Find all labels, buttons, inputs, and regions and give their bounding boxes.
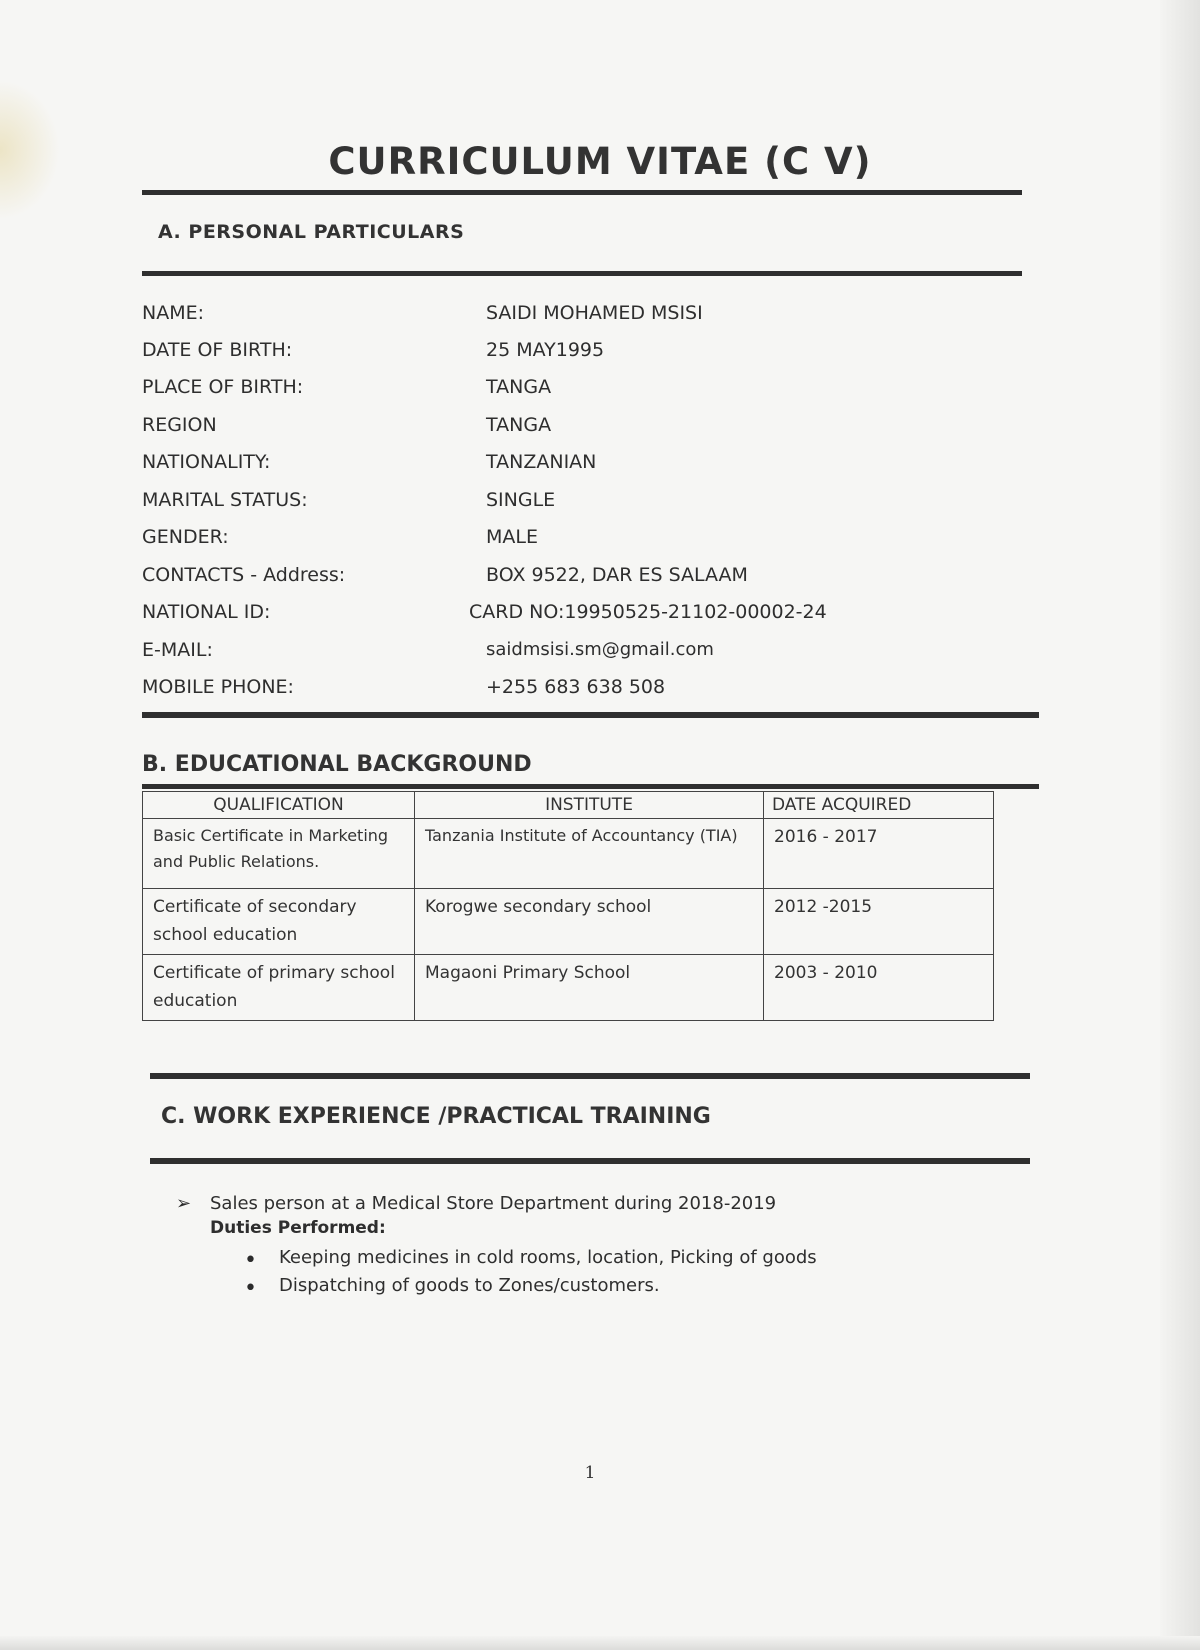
nationality-value: TANZANIAN — [486, 451, 597, 473]
marital-status-label: MARITAL STATUS: — [142, 489, 308, 511]
national-id-label: NATIONAL ID: — [142, 601, 271, 623]
gender-value: MALE — [486, 526, 538, 548]
email-value: saidmsisi.sm@gmail.com — [486, 639, 714, 660]
date-cell: 2016 - 2017 — [764, 819, 994, 889]
date-cell: 2003 - 2010 — [764, 955, 994, 1021]
qualification-cell: Certificate of primary school education — [143, 955, 415, 1021]
address-label: CONTACTS - Address: — [142, 564, 346, 586]
nationality-label: NATIONALITY: — [142, 451, 271, 473]
duty-item: Dispatching of goods to Zones/customers. — [279, 1275, 660, 1296]
mobile-label: MOBILE PHONE: — [142, 676, 294, 698]
bullet-dot-icon: • — [244, 1248, 257, 1273]
national-id-value: CARD NO:19950525-21102-00002-24 — [469, 601, 827, 623]
pob-label: PLACE OF BIRTH: — [142, 376, 304, 398]
column-header-qualification: QUALIFICATION — [143, 792, 415, 819]
page-number: 1 — [584, 1463, 596, 1483]
table-row — [143, 955, 994, 1021]
gender-label: GENDER: — [142, 526, 229, 548]
table-row — [143, 819, 994, 889]
dob-value: 25 MAY1995 — [486, 339, 605, 361]
region-label: REGION — [142, 414, 217, 436]
personal-top-rule — [142, 271, 1022, 276]
address-value: BOX 9522, DAR ES SALAAM — [486, 564, 748, 586]
work-heading: C. WORK EXPERIENCE /PRACTICAL TRAINING — [161, 1104, 711, 1129]
qualification-cell: Certificate of secondary school education — [143, 889, 415, 955]
institute-cell: Magaoni Primary School — [415, 955, 764, 1021]
scan-edge-right — [1160, 0, 1200, 1650]
marital-status-value: SINGLE — [486, 489, 556, 511]
table-header-row — [143, 792, 994, 819]
dob-label: DATE OF BIRTH: — [142, 339, 293, 361]
work-bottom-rule — [150, 1158, 1030, 1164]
education-table — [142, 791, 994, 1021]
duties-label: Duties Performed: — [210, 1218, 386, 1238]
education-rule — [142, 784, 1039, 789]
institute-cell: Korogwe secondary school — [415, 889, 764, 955]
title-rule — [142, 190, 1022, 195]
duty-item: Keeping medicines in cold rooms, location, Picking of goods — [279, 1247, 817, 1268]
region-value: TANGA — [486, 414, 552, 436]
email-label: E-MAIL: — [142, 639, 213, 661]
personal-heading: A. PERSONAL PARTICULARS — [158, 221, 465, 243]
personal-bottom-rule — [142, 712, 1039, 718]
work-top-rule — [150, 1073, 1030, 1079]
name-value: SAIDI MOHAMED MSISI — [486, 302, 703, 324]
arrow-bullet-icon: ➢ — [176, 1193, 192, 1214]
work-item: Sales person at a Medical Store Department during 2018-2019 — [210, 1193, 777, 1214]
scan-edge-bottom — [0, 1636, 1200, 1650]
education-heading: B. EDUCATIONAL BACKGROUND — [142, 752, 532, 777]
date-cell: 2012 -2015 — [764, 889, 994, 955]
column-header-date: DATE ACQUIRED — [764, 792, 994, 819]
bullet-dot-icon: • — [244, 1276, 257, 1301]
name-label: NAME: — [142, 302, 205, 324]
qualification-cell: Basic Certificate in Marketing and Public Relations. — [143, 819, 415, 889]
document-title: CURRICULUM VITAE (C V) — [328, 140, 872, 183]
column-header-institute: INSTITUTE — [415, 792, 764, 819]
institute-cell: Tanzania Institute of Accountancy (TIA) — [415, 819, 764, 889]
mobile-value: +255 683 638 508 — [486, 676, 666, 698]
pob-value: TANGA — [486, 376, 552, 398]
table-row — [143, 889, 994, 955]
